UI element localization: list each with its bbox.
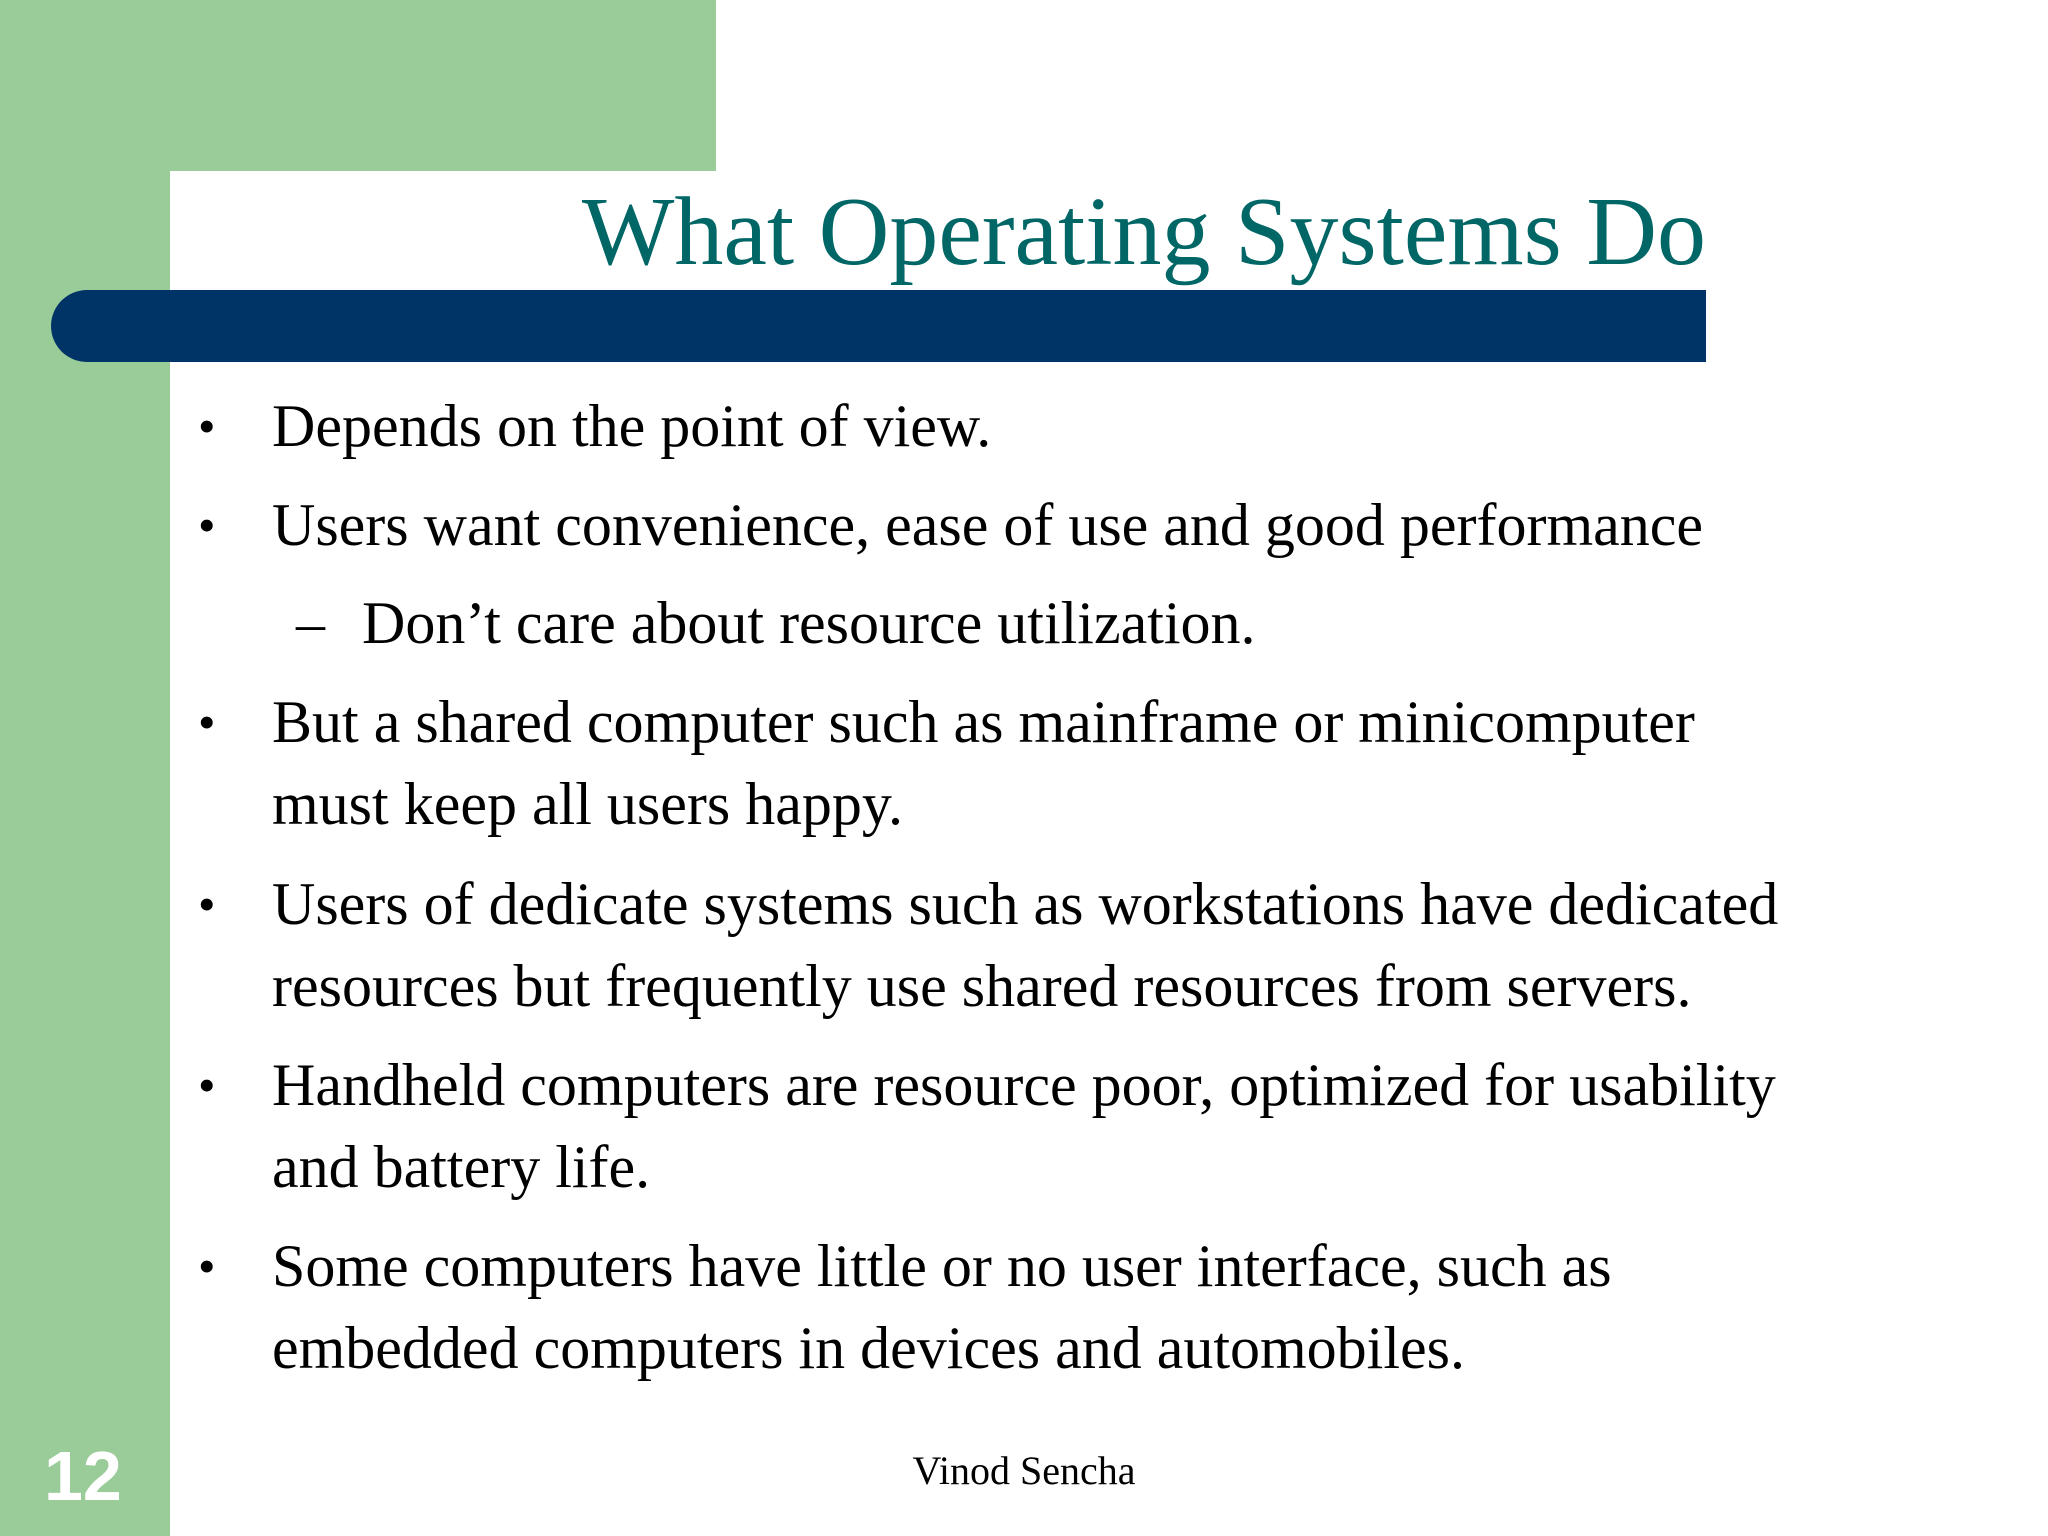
- bullet-marker: •: [198, 398, 216, 454]
- sub-bullet-text: Don’t care about resource utilization.: [362, 590, 1256, 656]
- bullet-text-continuation: resources but frequently use shared resources from servers.: [272, 953, 1692, 1019]
- bullet-marker: •: [198, 694, 216, 750]
- bullet-text: Handheld computers are resource poor, optimized for usability: [272, 1052, 1776, 1118]
- bullet-text: Users of dedicate systems such as workstations have dedicated: [272, 871, 1779, 937]
- bullet-text-continuation: and battery life.: [272, 1134, 651, 1200]
- slide-title: What Operating Systems Do: [581, 178, 1706, 286]
- bullet-text: But a shared computer such as mainframe or minicomputer: [272, 689, 1695, 755]
- bullet-text: Users want convenience, ease of use and good performance: [272, 492, 1704, 558]
- bullet-text-continuation: embedded computers in devices and automobiles.: [272, 1315, 1465, 1381]
- bullet-text: Some computers have little or no user interface, such as: [272, 1233, 1612, 1299]
- bullet-marker: •: [198, 876, 216, 932]
- bullet-text-continuation: must keep all users happy.: [272, 771, 903, 837]
- bullet-marker: •: [198, 497, 216, 553]
- sub-bullet-marker: –: [296, 590, 325, 655]
- bullet-marker: •: [198, 1057, 216, 1113]
- footer-author: Vinod Sencha: [912, 1448, 1136, 1493]
- slide-number: 12: [44, 1437, 122, 1515]
- bullet-text: Depends on the point of view.: [272, 393, 992, 459]
- bullet-marker: •: [198, 1238, 216, 1294]
